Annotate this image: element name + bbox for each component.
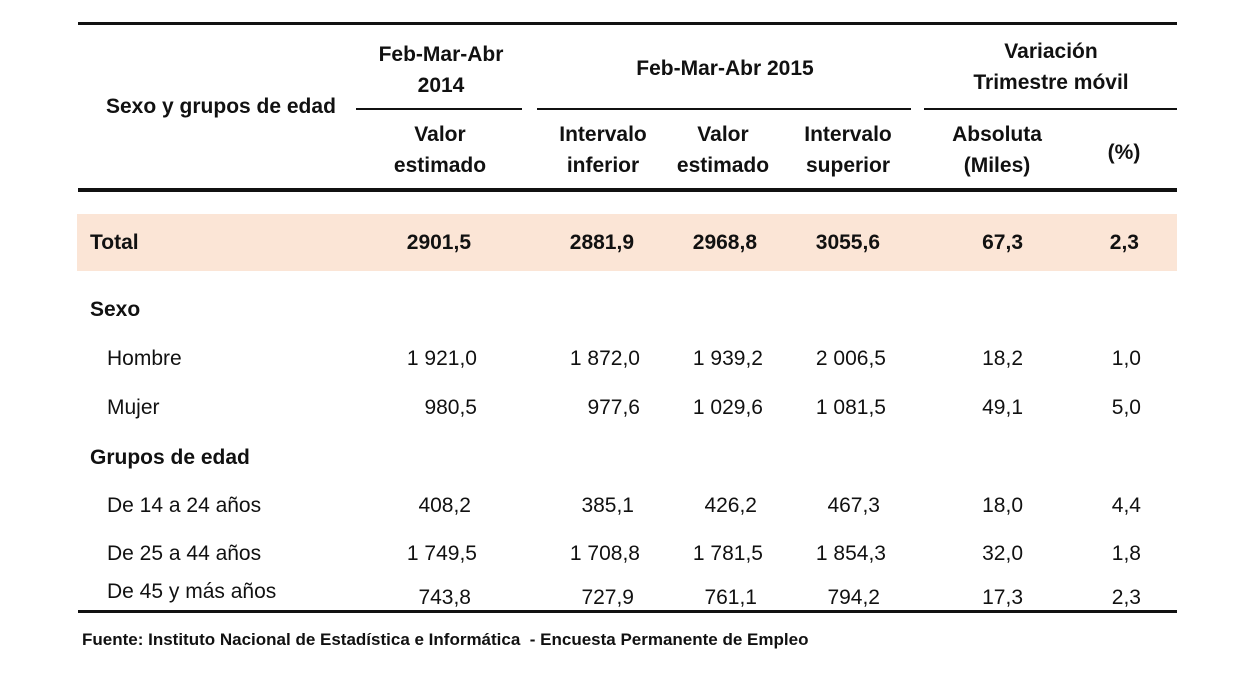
age-14-24-intervalo-inferior: 385,1 [581, 494, 634, 517]
group-header-2014 [379, 39, 504, 101]
hombre-valor-2014: 1 921,0 [406, 347, 477, 370]
row-label-header: Sexo y grupos de edad [106, 95, 336, 118]
age-45-plus-percent: 2,3 [1111, 586, 1141, 609]
col-header-intervalo-superior-line2: superior [805, 154, 891, 177]
age-14-24-valor-2014: 408,2 [418, 494, 471, 517]
section-title-sexo: Sexo [90, 298, 141, 321]
col-header-valor-2014 [394, 119, 486, 181]
total-percent: 2,3 [1109, 231, 1139, 254]
age-25-44-valor-2015: 1 781,5 [692, 542, 763, 565]
age-25-44-intervalo-superior: 1 854,3 [815, 542, 886, 565]
hombre-percent: 1,0 [1111, 347, 1141, 370]
col-header-valor-2014-line1: Valor [414, 123, 466, 146]
group-2014-underline [356, 108, 522, 110]
age-14-24-percent: 4,4 [1111, 494, 1141, 517]
age-14-24-valor-2015: 426,2 [704, 494, 757, 517]
row-label-hombre: Hombre [107, 347, 182, 370]
row-label-mujer: Mujer [107, 396, 160, 419]
col-header-valor-2015 [677, 119, 769, 181]
age-25-44-absoluta: 32,0 [982, 542, 1023, 565]
total-intervalo-superior: 3055,6 [815, 231, 880, 254]
group-header-variation-line1: Variación [1004, 40, 1098, 63]
group-2015-underline [537, 108, 911, 110]
mujer-absoluta: 49,1 [982, 396, 1023, 419]
total-intervalo-inferior: 2881,9 [569, 231, 634, 254]
col-header-intervalo-inferior-line2: inferior [566, 154, 640, 177]
col-header-absoluta-line1: Absoluta [952, 123, 1042, 146]
total-row-label: Total [90, 231, 139, 254]
group-header-variation [973, 36, 1128, 98]
group-header-variation-line2: Trimestre móvil [973, 71, 1129, 94]
col-header-absoluta-line2: (Miles) [963, 154, 1031, 177]
col-header-intervalo-superior-line1: Intervalo [804, 123, 892, 146]
source-note: Fuente: Instituto Nacional de Estadística e Informática - Encuesta Permanente de Empleo [82, 630, 809, 649]
mujer-intervalo-inferior: 977,6 [587, 396, 640, 419]
hombre-absoluta: 18,2 [982, 347, 1023, 370]
total-absoluta: 67,3 [982, 231, 1023, 254]
hombre-intervalo-inferior: 1 872,0 [569, 347, 640, 370]
col-header-percent: (%) [1107, 141, 1141, 164]
age-25-44-intervalo-inferior: 1 708,8 [569, 542, 640, 565]
group-header-2014-line2: 2014 [417, 74, 465, 97]
age-45-plus-absoluta: 17,3 [982, 586, 1023, 609]
col-header-valor-2015-line1: Valor [697, 123, 749, 146]
hombre-intervalo-superior: 2 006,5 [815, 347, 886, 370]
age-14-24-intervalo-superior: 467,3 [827, 494, 880, 517]
group-variation-underline [924, 108, 1177, 110]
age-14-24-absoluta: 18,0 [982, 494, 1023, 517]
age-25-44-percent: 1,8 [1111, 542, 1141, 565]
age-45-plus-valor-2015: 761,1 [704, 586, 757, 609]
group-header-2014-line1: Feb-Mar-Abr [378, 43, 504, 66]
hombre-valor-2015: 1 939,2 [692, 347, 763, 370]
col-header-valor-2015-line2: estimado [676, 154, 770, 177]
row-label-45-plus: De 45 y más años [107, 580, 277, 603]
col-header-valor-2014-line2: estimado [393, 154, 487, 177]
age-45-plus-valor-2014: 743,8 [418, 586, 471, 609]
age-25-44-valor-2014: 1 749,5 [406, 542, 477, 565]
col-header-intervalo-inferior [559, 119, 647, 181]
total-valor-2015: 2968,8 [692, 231, 757, 254]
mujer-valor-2015: 1 029,6 [692, 396, 763, 419]
col-header-intervalo-inferior-line1: Intervalo [559, 123, 647, 146]
col-header-intervalo-superior [804, 119, 892, 181]
total-valor-2014: 2901,5 [406, 231, 471, 254]
row-label-14-24: De 14 a 24 años [107, 494, 262, 517]
row-label-25-44: De 25 a 44 años [107, 542, 262, 565]
age-45-plus-intervalo-inferior: 727,9 [581, 586, 634, 609]
mujer-percent: 5,0 [1111, 396, 1141, 419]
mujer-intervalo-superior: 1 081,5 [815, 396, 886, 419]
table-bottom-rule [78, 610, 1177, 613]
header-bottom-rule [78, 188, 1177, 192]
age-45-plus-intervalo-superior: 794,2 [827, 586, 880, 609]
mujer-valor-2014: 980,5 [424, 396, 477, 419]
col-header-absoluta [952, 119, 1042, 181]
group-header-2015: Feb-Mar-Abr 2015 [636, 57, 814, 80]
section-title-grupos-de-edad: Grupos de edad [90, 446, 250, 469]
table-top-rule [78, 22, 1177, 25]
